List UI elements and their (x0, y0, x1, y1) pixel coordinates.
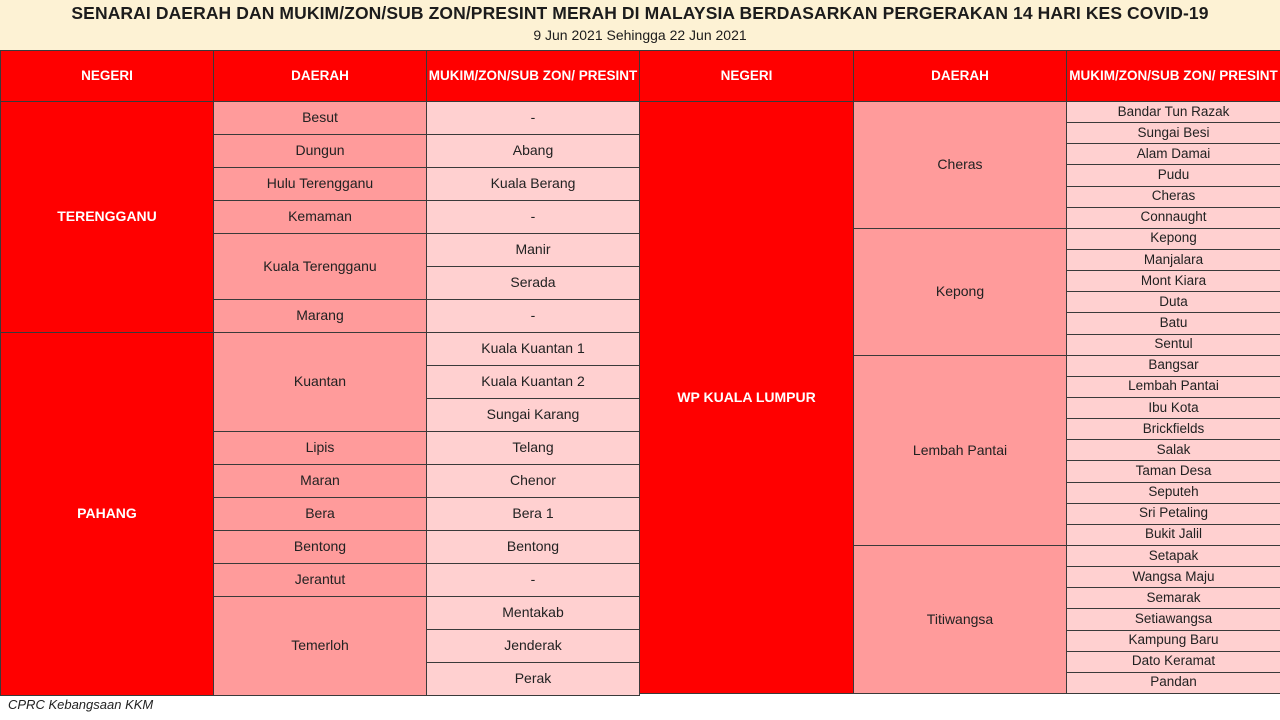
mukim-cell: Bera 1 (427, 498, 640, 531)
mukim-cell: Chenor (427, 465, 640, 498)
daerah-cell: Maran (214, 465, 427, 498)
mukim-cell: Setapak (1067, 545, 1280, 566)
mukim-cell: Kampung Baru (1067, 630, 1280, 651)
mukim-cell: Pudu (1067, 165, 1280, 186)
daerah-cell: Kuantan (214, 333, 427, 432)
mukim-cell: Manjalara (1067, 249, 1280, 270)
tables-container (0, 50, 1280, 694)
daerah-cell: Cheras (854, 102, 1067, 229)
table-header-row (1, 51, 640, 102)
mukim-cell: Serada (427, 267, 640, 300)
daerah-cell: Lembah Pantai (854, 355, 1067, 545)
mukim-cell: Abang (427, 135, 640, 168)
table-left (0, 50, 640, 696)
mukim-cell: - (427, 102, 640, 135)
mukim-cell: Sri Petaling (1067, 503, 1280, 524)
mukim-cell: Salak (1067, 440, 1280, 461)
daerah-cell: Temerloh (214, 597, 427, 696)
table-row (1, 333, 640, 366)
daerah-cell: Bentong (214, 531, 427, 564)
mukim-cell: Kuala Kuantan 2 (427, 366, 640, 399)
mukim-cell: Kepong (1067, 228, 1280, 249)
mukim-cell: Jenderak (427, 630, 640, 663)
mukim-cell: Batu (1067, 313, 1280, 334)
daerah-cell: Marang (214, 300, 427, 333)
daerah-cell: Dungun (214, 135, 427, 168)
mukim-cell: Manir (427, 234, 640, 267)
mukim-cell: Telang (427, 432, 640, 465)
negeri-cell: WP KUALA LUMPUR (640, 102, 854, 694)
mukim-cell: Ibu Kota (1067, 397, 1280, 418)
mukim-cell: Cheras (1067, 186, 1280, 207)
daerah-cell: Kemaman (214, 201, 427, 234)
mukim-cell: Wangsa Maju (1067, 567, 1280, 588)
daerah-cell: Besut (214, 102, 427, 135)
mukim-cell: - (427, 564, 640, 597)
mukim-cell: Pandan (1067, 672, 1280, 693)
header-banner (0, 0, 1280, 50)
mukim-cell: Dato Keramat (1067, 651, 1280, 672)
mukim-cell: Brickfields (1067, 419, 1280, 440)
table-header-row (640, 51, 1280, 102)
daerah-cell: Titiwangsa (854, 545, 1067, 693)
mukim-cell: Mont Kiara (1067, 271, 1280, 292)
mukim-cell: Kuala Berang (427, 168, 640, 201)
header-mukim: MUKIM/ZON/SUB ZON/ PRESINT (1067, 51, 1280, 102)
mukim-cell: Seputeh (1067, 482, 1280, 503)
mukim-cell: Perak (427, 663, 640, 696)
mukim-cell: Bandar Tun Razak (1067, 102, 1280, 123)
date-range-subtitle: 9 Jun 2021 Sehingga 22 Jun 2021 (533, 27, 747, 43)
table-row (640, 102, 1280, 123)
mukim-cell: Kuala Kuantan 1 (427, 333, 640, 366)
mukim-cell: Mentakab (427, 597, 640, 630)
header-daerah: DAERAH (854, 51, 1067, 102)
mukim-cell: Semarak (1067, 588, 1280, 609)
table-row (1, 102, 640, 135)
mukim-cell: - (427, 300, 640, 333)
header-negeri: NEGERI (640, 51, 854, 102)
page-title: SENARAI DAERAH DAN MUKIM/ZON/SUB ZON/PRESINT MERAH DI MALAYSIA BERDASARKAN PERGERAKAN 14 HARI KES COVID-19 (71, 3, 1209, 23)
table-right (639, 50, 1280, 694)
header-negeri: NEGERI (1, 51, 214, 102)
table-body (640, 102, 1280, 694)
mukim-cell: Connaught (1067, 207, 1280, 228)
mukim-cell: - (427, 201, 640, 234)
header-daerah: DAERAH (214, 51, 427, 102)
mukim-cell: Lembah Pantai (1067, 376, 1280, 397)
mukim-cell: Setiawangsa (1067, 609, 1280, 630)
negeri-cell: TERENGGANU (1, 102, 214, 333)
daerah-cell: Lipis (214, 432, 427, 465)
mukim-cell: Sungai Besi (1067, 123, 1280, 144)
mukim-cell: Bentong (427, 531, 640, 564)
mukim-cell: Taman Desa (1067, 461, 1280, 482)
daerah-cell: Kuala Terengganu (214, 234, 427, 300)
table-body (1, 102, 640, 696)
mukim-cell: Bangsar (1067, 355, 1280, 376)
header-mukim: MUKIM/ZON/SUB ZON/ PRESINT (427, 51, 640, 102)
daerah-cell: Kepong (854, 228, 1067, 355)
mukim-cell: Duta (1067, 292, 1280, 313)
daerah-cell: Jerantut (214, 564, 427, 597)
daerah-cell: Bera (214, 498, 427, 531)
negeri-cell: PAHANG (1, 333, 214, 696)
source-footer: CPRC Kebangsaan KKM (8, 697, 154, 712)
mukim-cell: Alam Damai (1067, 144, 1280, 165)
mukim-cell: Sungai Karang (427, 399, 640, 432)
mukim-cell: Bukit Jalil (1067, 524, 1280, 545)
daerah-cell: Hulu Terengganu (214, 168, 427, 201)
mukim-cell: Sentul (1067, 334, 1280, 355)
